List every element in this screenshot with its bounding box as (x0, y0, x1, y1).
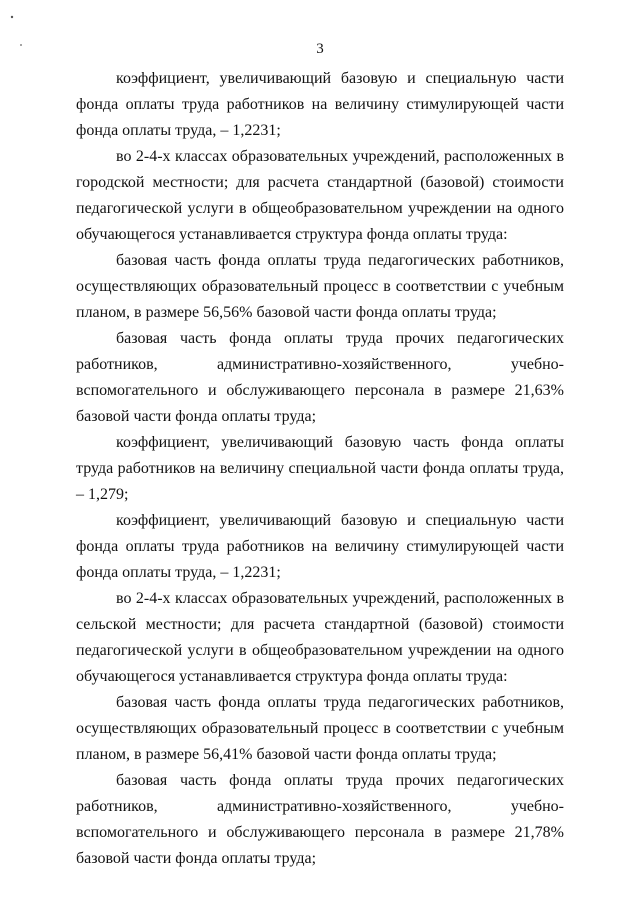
document-body (76, 66, 564, 872)
paragraph: коэффициент, увеличивающий базовую часть фонда оплаты труда работников на величину специальной части фонда оплаты труда, – 1,279; (76, 434, 564, 503)
paragraph: базовая часть фонда оплаты труда педагогических работников, осуществляющих образовательный процесс в соответствии с учебным планом, в размере 56,56% базовой части фонда оплаты труда; (76, 252, 564, 321)
paragraph: коэффициент, увеличивающий базовую и специальную части фонда оплаты труда работников на величину стимулирующей части фонда оплаты труда, – 1,2231; (76, 70, 564, 139)
scan-speck (11, 16, 13, 18)
paragraph: во 2-4-х классах образовательных учреждений, расположенных в городской местности; для расчета стандартной (базовой) стоимости педагогической услуги в общеобразовательном учреждении на одного обучающегося устанавливается структура фонда оплаты труда: (76, 148, 564, 243)
paragraph: базовая часть фонда оплаты труда прочих педагогических работников, административно-хозяйственного, учебно-вспомогательного и обслуживающего персонала в размере 21,63% базовой части фонда оплаты труда; (76, 330, 564, 425)
page-number: 3 (316, 41, 324, 57)
paragraph: базовая часть фонда оплаты труда педагогических работников, осуществляющих образовательный процесс в соответствии с учебным планом, в размере 56,41% базовой части фонда оплаты труда; (76, 694, 564, 763)
paragraph: базовая часть фонда оплаты труда прочих педагогических работников, административно-хозяйственного, учебно-вспомогательного и обслуживающего персонала в размере 21,78% базовой части фонда оплаты труда; (76, 772, 564, 867)
paragraph: во 2-4-х классах образовательных учреждений, расположенных в сельской местности; для расчета стандартной (базовой) стоимости педагогической услуги в общеобразовательном учреждении на одного обучающегося устанавливается структура фонда оплаты труда: (76, 590, 564, 685)
paragraph: коэффициент, увеличивающий базовую и специальную части фонда оплаты труда работников на величину стимулирующей части фонда оплаты труда, – 1,2231; (76, 512, 564, 581)
